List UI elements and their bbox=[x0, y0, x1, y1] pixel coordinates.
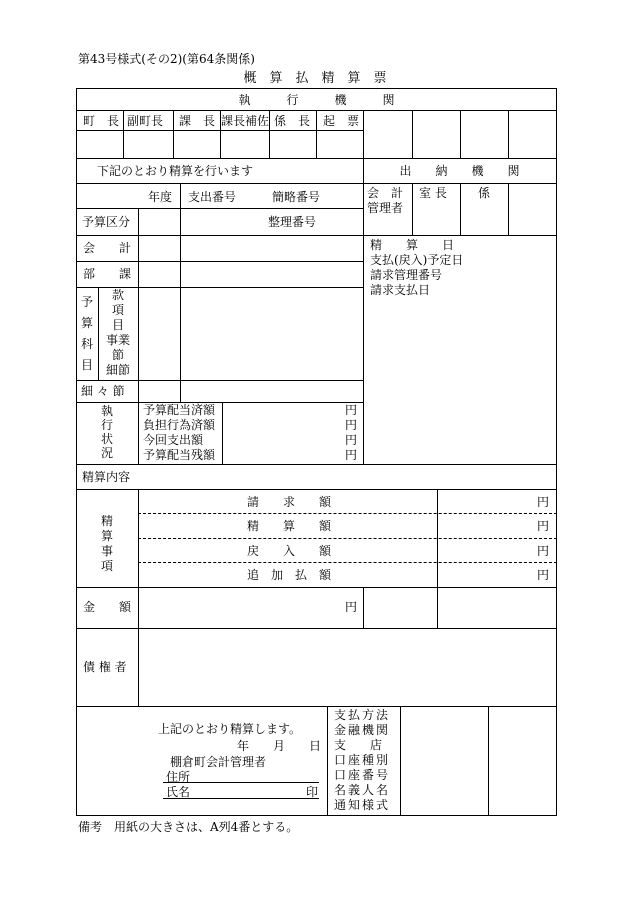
execution-row-committed: 負担行為済額 bbox=[143, 418, 216, 432]
address-label: 住所 bbox=[166, 770, 191, 784]
sub-sub-item-label: 細 々 節 bbox=[81, 384, 125, 398]
role-drafter: 起 票 bbox=[323, 114, 360, 128]
form-number: 第43号様式(その2)(第64条関係) bbox=[78, 52, 255, 66]
accounting-manager-label-1: 会 計 bbox=[367, 186, 404, 200]
bank-label: 金融機関 bbox=[334, 723, 391, 737]
staff-label: 係 bbox=[478, 186, 491, 200]
remarks-note: 備考 用紙の大きさは、A列4番とする。 bbox=[78, 820, 299, 834]
department-label: 部 課 bbox=[83, 267, 132, 281]
outgoing-agency-heading: 出 納 機 関 bbox=[399, 164, 520, 178]
expense-number-label: 支出番号 bbox=[188, 190, 237, 204]
budget-account-label: 予 算 科 目 bbox=[80, 295, 93, 372]
name-label: 氏名 bbox=[166, 785, 191, 799]
role-mayor: 町 長 bbox=[83, 114, 120, 128]
amount-yen-unit: 円 bbox=[345, 600, 358, 614]
creditor-label: 債 権 者 bbox=[83, 660, 127, 674]
settlement-row-refund: 戻 入 額 bbox=[247, 544, 332, 558]
execution-row-allocated: 予算配当済額 bbox=[143, 403, 216, 417]
account-type-label: 口座種別 bbox=[334, 753, 391, 767]
payment-date-label: 支払(戻入)予定日 bbox=[370, 253, 464, 267]
execution-status-label: 執 行 状 況 bbox=[100, 404, 113, 460]
form-title: 概 算 払 精 算 票 bbox=[243, 71, 387, 86]
official-title: 棚倉町会計管理者 bbox=[170, 755, 267, 769]
accounting-label: 会 計 bbox=[83, 241, 132, 255]
fiscal-year-label: 年度 bbox=[148, 190, 173, 204]
seal-mark: 印 bbox=[306, 785, 319, 799]
yen-unit: 円 bbox=[537, 544, 550, 558]
reference-number-label: 整理番号 bbox=[268, 215, 317, 229]
amount-label: 金 額 bbox=[83, 600, 132, 614]
yen-unit: 円 bbox=[537, 495, 550, 509]
settlement-row-additional: 追 加 払 額 bbox=[247, 568, 332, 582]
execution-row-remaining: 予算配当残額 bbox=[143, 448, 216, 462]
executing-agency-heading: 執 行 機 関 bbox=[238, 93, 395, 107]
claim-number-label: 請求管理番号 bbox=[370, 268, 443, 282]
claim-payment-date-label: 請求支払日 bbox=[370, 283, 431, 297]
yen-unit: 円 bbox=[345, 418, 358, 432]
short-number-label: 簡略番号 bbox=[272, 190, 321, 204]
settlement-row-claim: 請 求 額 bbox=[247, 495, 332, 509]
settlement-statement: 下記のとおり精算を行います bbox=[97, 164, 254, 178]
role-assistant-chief: 課長補佐 bbox=[221, 114, 270, 128]
settle-date-label: 精 算 日 bbox=[370, 238, 455, 252]
yen-unit: 円 bbox=[345, 403, 358, 417]
account-number-label: 口座番号 bbox=[334, 768, 391, 782]
yen-unit: 円 bbox=[345, 433, 358, 447]
settlement-content-label: 精算内容 bbox=[82, 470, 131, 484]
payment-method-label: 支払方法 bbox=[334, 708, 391, 722]
office-chief-label: 室 長 bbox=[419, 186, 447, 200]
yen-unit: 円 bbox=[345, 448, 358, 462]
role-deputy-mayor: 副町長 bbox=[127, 114, 164, 128]
settlement-row-settled: 精 算 額 bbox=[247, 519, 332, 533]
execution-row-current: 今回支出額 bbox=[143, 433, 204, 447]
settlement-items-label: 精 算 事 項 bbox=[100, 514, 113, 573]
budget-class-label: 予算区分 bbox=[82, 215, 131, 229]
signature-date: 年 月 日 bbox=[237, 739, 322, 753]
role-section-chief: 課 長 bbox=[179, 114, 216, 128]
account-holder-label: 名義人名 bbox=[334, 783, 391, 797]
yen-unit: 円 bbox=[537, 568, 550, 582]
account-items-list: 款 項 目 事業 節 細節 bbox=[105, 288, 130, 377]
accounting-manager-label-2: 管理者 bbox=[367, 201, 404, 215]
signature-statement: 上記のとおり精算します。 bbox=[158, 722, 302, 736]
role-subsection-chief: 係 長 bbox=[274, 114, 311, 128]
notification-format-label: 通知様式 bbox=[334, 798, 391, 812]
branch-label: 支 店 bbox=[334, 738, 383, 752]
yen-unit: 円 bbox=[537, 519, 550, 533]
